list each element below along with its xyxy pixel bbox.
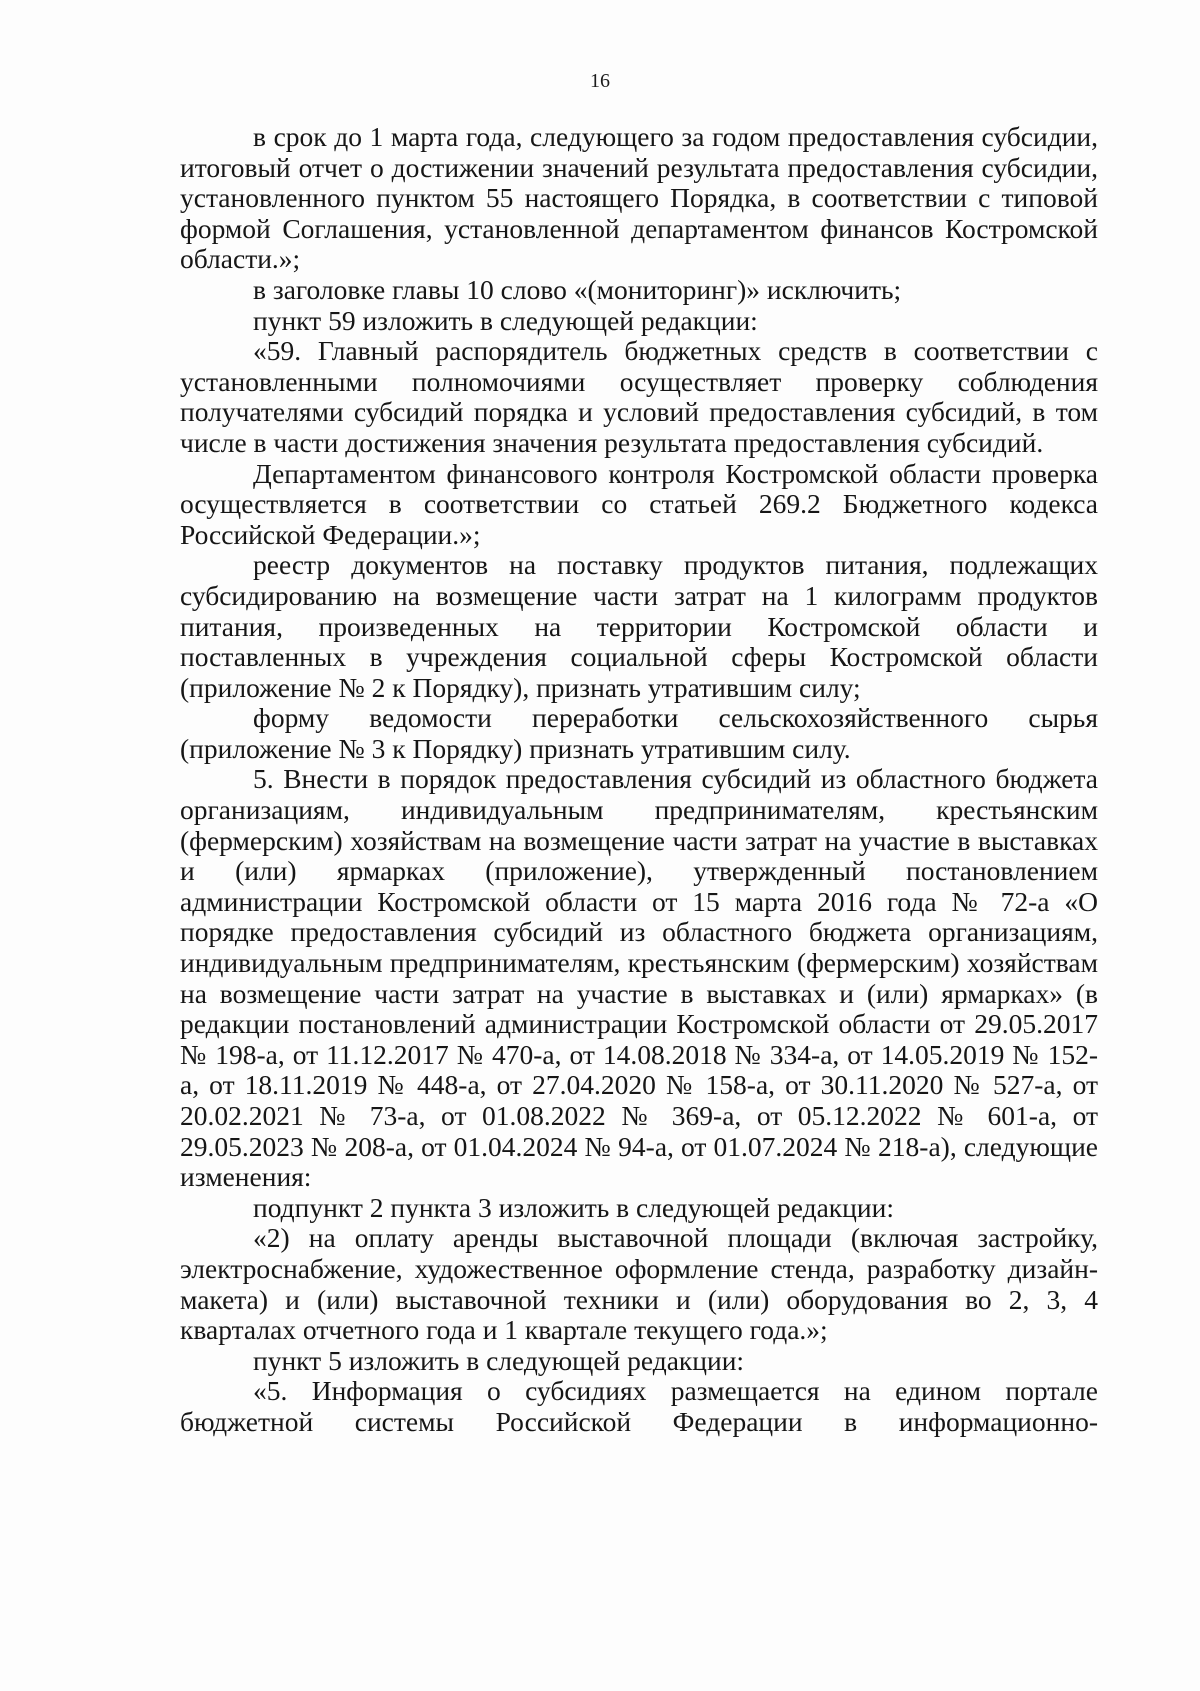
paragraph-financial-control: Департаментом финансового контроля Костромской области проверка осуществляется в соответствии со статьей 269.2 Бюджетного кодекса Российской Федерации.»; — [180, 457, 1098, 550]
paragraph-item-59-intro: пункт 59 изложить в следующей редакции: — [253, 304, 758, 336]
paragraph-section-5: 5. Внести в порядок предоставления субсидий из областного бюджета организациям, индивидуальным предпринимателям, крестьянским (фермерским) хозяйствам на возмещение части затрат на участие в выставках и (или) ярмарках (приложение), утвержденный постановлением администрации Костромской области от 15 марта 2016 года № 72-а «О порядке предоставления субсидий из областного бюджета организациям, индивидуальным предпринимателям, крестьянским (фермерским) хозяйствам на возмещение части затрат на участие в выставках и (или) ярмарках» (в редакции постановлений администрации Костромской области от 29.05.2017 № 198-а, от 11.12.2017 № 470-а, от 14.08.2018 № 334-а, от 14.05.2019 № 152-а, от 18.11.2019 № 448-а, от 27.04.2020 № 158-а, от 30.11.2020 № 527-а, от 20.02.2021 № 73-а, от 01.08.2022 № 369-а, от 05.12.2022 № 601-а, от 29.05.2023 № 208-а, от 01.04.2024 № 94-а, от 01.07.2024 № 218-а), следующие изменения: — [180, 763, 1098, 1193]
document-body — [180, 122, 1098, 1438]
paragraph-subitem-2: «2) на оплату аренды выставочной площади (включая застройку, электроснабжение, художественное оформление стенда, разработку дизайн-макета) и (или) выставочной техники и (или) оборудования во 2, 3, 4 кварталах отчетного года и 1 квартале текущего года.»; — [180, 1222, 1098, 1346]
paragraph-item-5-intro: пункт 5 изложить в следующей редакции: — [253, 1344, 745, 1376]
paragraph-report-deadline: в срок до 1 марта года, следующего за годом предоставления субсидии, итоговый отчет о достижении значений результата предоставления субсидии, установленного пунктом 55 настоящего Порядка, в соответствии с типовой формой Соглашения, установленной департаментом финансов Костромской области.»; — [180, 121, 1098, 275]
paragraph-item-5: «5. Информация о субсидиях размещается на едином портале бюджетной системы Российской Федерации в информационно- — [180, 1375, 1098, 1437]
page-number: 16 — [590, 70, 610, 92]
paragraph-item-59: «59. Главный распорядитель бюджетных средств в соответствии с установленными полномочиями осуществляет проверку соблюдения получателями субсидий порядка и условий предоставления субсидий, в том числе в части достижения значения результата предоставления субсидий. — [180, 335, 1098, 458]
paragraph-subitem-2-intro: подпункт 2 пункта 3 изложить в следующей редакции: — [253, 1191, 894, 1223]
paragraph-form-repeal: форму ведомости переработки сельскохозяйственного сырья (приложение № 3 к Порядку) признать утратившим силу. — [180, 702, 1098, 764]
paragraph-registry-repeal: реестр документов на поставку продуктов питания, подлежащих субсидированию на возмещение части затрат на 1 килограмм продуктов питания, произведенных на территории Костромской области и поставленных в учреждения социальной сферы Костромской области (приложение № 2 к Порядку), признать утратившим силу; — [180, 549, 1098, 703]
paragraph-chapter-10-title: в заголовке главы 10 слово «(мониторинг)» исключить; — [253, 273, 902, 305]
